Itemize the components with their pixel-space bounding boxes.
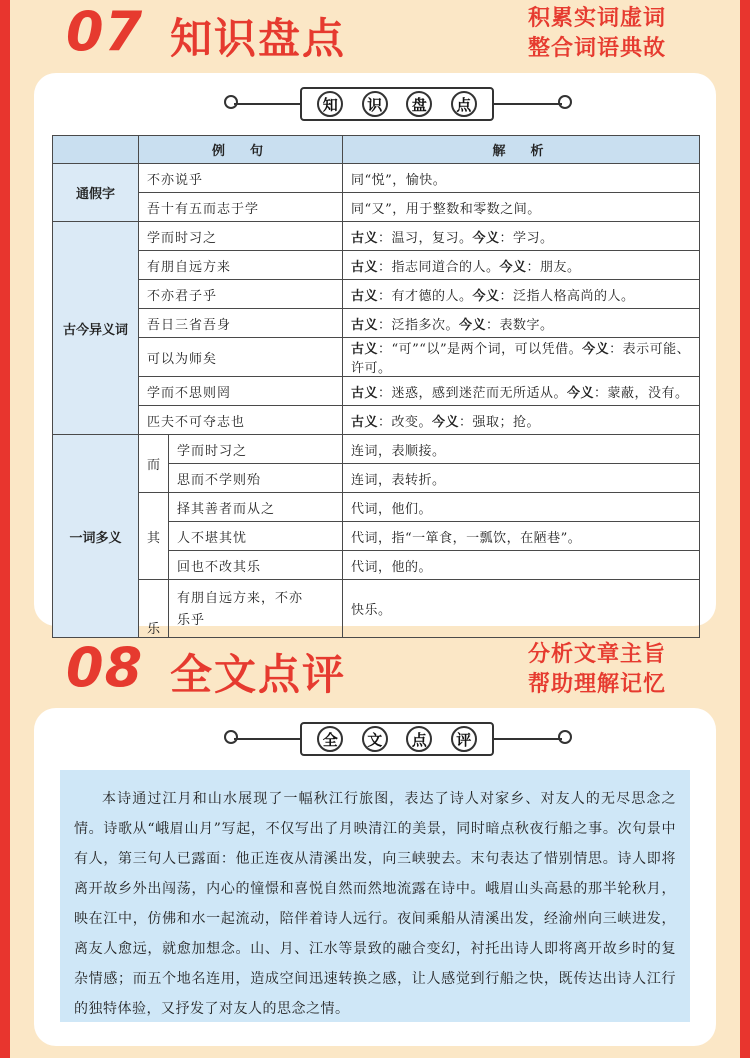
knowledge-card [34,73,716,637]
jin-text: ：学习。 [499,230,554,246]
scroll-ornament-icon [224,95,238,109]
title-char: 评 [451,726,477,752]
section-number: 07 [66,0,144,63]
meaning-cell: 快乐。 [343,580,700,638]
title-char: 全 [317,726,343,752]
review-card [34,708,716,1046]
title-char: 识 [362,91,388,117]
category-label: 一词多义 [53,435,139,638]
section-title: 知识盘点 [170,14,347,63]
meaning-cell [343,280,700,309]
word-char: 而 [139,435,169,493]
gu-label: 古义 [351,414,379,430]
jin-label: 今义 [472,288,500,304]
example-cell: 匹夫不可夺志也 [139,406,343,435]
gu-label: 古义 [351,259,379,275]
header-analysis: 解 析 [343,136,700,164]
meaning-cell [343,377,700,406]
card-title-bar [34,73,716,135]
jin-label: 今义 [567,385,595,401]
divider [484,738,562,740]
gu-text: ：迷惑，感到迷茫而无所适从。 [378,385,568,401]
table-row [53,193,700,222]
meaning-cell: 同“又”，用于整数和零数之间。 [343,193,700,222]
review-paragraph: 本诗通过江月和山水展现了一幅秋江行旅图，表达了诗人对家乡、对友人的无尽思念之情。诗歌从“峨眉山月”写起，不仅写出了月映清江的美景，同时暗点秋夜行船之事。次句景中有人，第三句人已露面：他正连夜从清溪出发，向三峡驶去。末句表达了惜别情思。诗人即将离开故乡外出闯荡，内心的憧憬和喜悦自然而然地流露在诗中。峨眉山头高悬的那半轮秋月，映在江中，仿佛和水一起流动，陪伴着诗人远行。夜间乘船从清溪出发，经渝州向三峡进发，离友人愈远，就愈加想念。山、月、江水等景致的融合变幻，衬托出诗人即将离开故乡时的复杂情感；而五个地名连用，造成空间迅速转换之感，让人感觉到行船之快，既传达出诗人江行的独特体验，又抒发了对友人的思念之情。 [60,770,690,1022]
gu-label: 古义 [351,230,379,246]
meaning-cell [343,406,700,435]
header-empty [53,136,139,164]
card-title-bar [34,708,716,770]
subtitle-line: 积累实词虚词 [527,6,666,31]
header-example: 例 句 [139,136,343,164]
table-row [53,251,700,280]
example-line: 乐乎 [177,612,206,628]
table-row [53,338,700,377]
table-row [53,406,700,435]
table-row [53,222,700,251]
jin-label: 今义 [472,230,500,246]
gu-text: ：温习，复习。 [378,230,473,246]
meaning-cell: 代词，他的。 [343,551,700,580]
example-cell: 不亦说乎 [139,164,343,193]
example-line: 有朋自远方来，不亦 [177,590,304,606]
card-title [300,87,494,121]
jin-text: ：泛指人格高尚的人。 [499,288,635,304]
meaning-cell: 代词，指“一箪食，一瓢饮，在陋巷”。 [343,522,700,551]
example-cell: 学而不思则罔 [139,377,343,406]
gu-label: 古义 [351,288,379,304]
section-number: 08 [66,636,144,699]
table-row [53,164,700,193]
section-subtitle [528,4,666,64]
subtitle-line: 整合词语典故 [527,36,666,61]
jin-label: 今义 [459,317,487,333]
gu-label: 古义 [351,317,379,333]
jin-label: 今义 [582,342,610,357]
gu-text: ：泛指多次。 [378,317,460,333]
word-char: 乐 [139,580,169,638]
word-char: 其 [139,493,169,580]
jin-text: ：表示可能、许可。 [351,342,691,376]
table-row [53,493,700,522]
jin-text: ：蒙蔽，没有。 [594,385,689,401]
example-cell: 可以为师矣 [139,338,343,377]
meaning-cell [343,309,700,338]
jin-text: ：表数字。 [486,317,554,333]
meaning-cell [343,222,700,251]
knowledge-table [52,135,700,638]
example-cell: 学而时习之 [139,222,343,251]
table-row [53,580,700,638]
table-row [53,377,700,406]
scroll-ornament-icon [558,730,572,744]
gu-label: 古义 [351,342,379,357]
scroll-ornament-icon [558,95,572,109]
jin-label: 今义 [499,259,527,275]
scroll-ornament-icon [224,730,238,744]
category-label: 通假字 [53,164,139,222]
title-char: 盘 [406,91,432,117]
example-cell: 学而时习之 [169,435,343,464]
example-cell: 人不堪其忧 [169,522,343,551]
gu-text: ：“可”“以”是两个词，可以凭借。 [378,342,583,357]
meaning-cell [343,338,700,377]
example-cell: 择其善者而从之 [169,493,343,522]
subtitle-line: 分析文章主旨 [527,642,666,667]
page-frame [10,0,740,1058]
example-cell: 吾日三省吾身 [139,309,343,338]
category-label: 古今异义词 [53,222,139,435]
table-row [53,309,700,338]
example-cell: 吾十有五而志于学 [139,193,343,222]
table-row [53,435,700,464]
example-cell [169,580,343,638]
divider [484,103,562,105]
title-char: 点 [406,726,432,752]
jin-text: ：朋友。 [526,259,581,275]
section-title: 全文点评 [170,650,347,699]
section-07-header [10,0,740,70]
example-cell: 不亦君子乎 [139,280,343,309]
gu-text: ：有才德的人。 [378,288,473,304]
table-header-row [53,136,700,164]
meaning-cell: 代词，他们。 [343,493,700,522]
gu-label: 古义 [351,385,379,401]
title-char: 知 [317,91,343,117]
card-title [300,722,494,756]
subtitle-line: 帮助理解记忆 [527,672,666,697]
table-row [53,280,700,309]
example-cell: 思而不学则殆 [169,464,343,493]
gu-text: ：改变。 [378,414,433,430]
section-subtitle [528,640,666,700]
jin-text: ：强取；抢。 [459,414,541,430]
title-char: 点 [451,91,477,117]
title-char: 文 [362,726,388,752]
meaning-cell: 连词，表顺接。 [343,435,700,464]
meaning-cell: 同“悦”，愉快。 [343,164,700,193]
jin-label: 今义 [432,414,460,430]
gu-text: ：指志同道合的人。 [378,259,500,275]
meaning-cell [343,251,700,280]
example-cell: 有朋自远方来 [139,251,343,280]
example-cell: 回也不改其乐 [169,551,343,580]
meaning-cell: 连词，表转折。 [343,464,700,493]
section-08-header [10,636,740,706]
